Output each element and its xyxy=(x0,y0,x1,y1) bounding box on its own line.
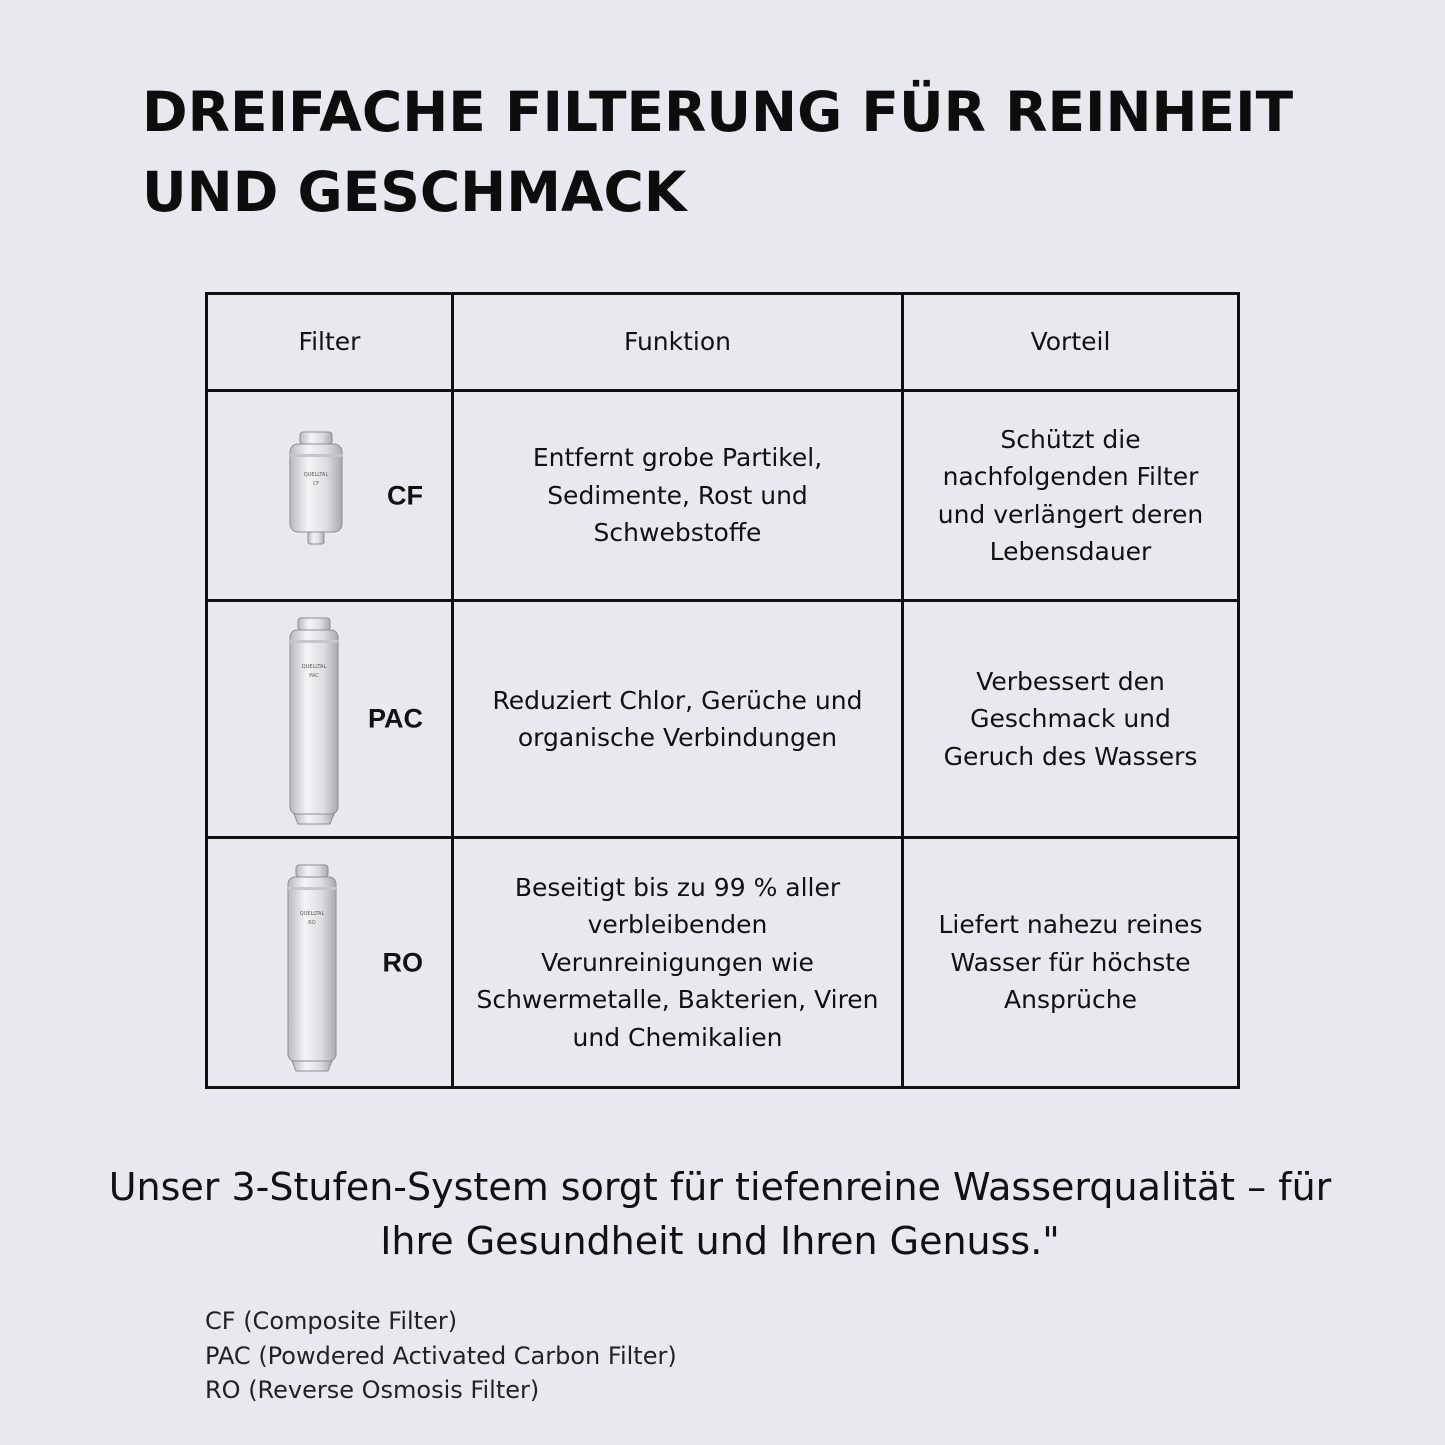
cartridge-brand-label: QUELLTAL xyxy=(303,472,329,478)
table-row xyxy=(207,391,1239,601)
vorteil-cell: Liefert nahezu reines Wasser für höchste Ansprüche xyxy=(903,838,1239,1088)
table-row xyxy=(207,601,1239,838)
filter-cell-ro xyxy=(207,838,453,1088)
funktion-cell: Beseitigt bis zu 99 % aller verbleibenden Verunreinigungen wie Schwermetalle, Bakterien, Viren und Chemikalien xyxy=(453,838,903,1088)
cartridge-code-label: RO xyxy=(308,920,316,926)
summary-text: Unser 3-Stufen-System sorgt für tiefenreine Wasserqualität – für Ihre Gesundheit und Ihren Genuss." xyxy=(108,1165,1332,1263)
table-header-row xyxy=(207,294,1239,391)
filter-cell-pac xyxy=(207,601,453,838)
filter-cell-cf xyxy=(207,391,453,601)
ro-filter-cartridge-icon xyxy=(284,863,340,1075)
filter-table xyxy=(205,292,1240,1089)
filter-code-pac: PAC xyxy=(367,703,423,734)
vorteil-cell: Schützt die nachfolgenden Filter und verlängert deren Lebensdauer xyxy=(903,391,1239,601)
abbreviation-legend xyxy=(205,1304,677,1408)
cf-filter-cartridge-icon xyxy=(286,430,346,550)
header-filter: Filter xyxy=(207,294,453,391)
cartridge-brand-label: QUELLTAL xyxy=(299,911,325,917)
legend-item-cf: CF (Composite Filter) xyxy=(205,1307,458,1335)
legend-item-ro: RO (Reverse Osmosis Filter) xyxy=(205,1376,540,1404)
cartridge-code-label: PAC xyxy=(309,673,319,679)
cartridge-brand-label: QUELLTAL xyxy=(301,664,327,670)
page-title: DREIFACHE FILTERUNG FÜR REINHEIT UND GESCHMACK xyxy=(142,80,1294,224)
header-vorteil: Vorteil xyxy=(903,294,1239,391)
cartridge-code-label: CF xyxy=(312,481,320,487)
pac-filter-cartridge-icon xyxy=(286,616,342,828)
vorteil-cell: Verbessert den Geschmack und Geruch des Wassers xyxy=(903,601,1239,838)
funktion-cell: Entfernt grobe Partikel, Sedimente, Rost und Schwebstoffe xyxy=(453,391,903,601)
filter-code-cf: CF xyxy=(387,479,423,510)
header-funktion: Funktion xyxy=(453,294,903,391)
table-row xyxy=(207,838,1239,1088)
legend-item-pac: PAC (Powdered Activated Carbon Filter) xyxy=(205,1341,677,1370)
funktion-cell: Reduziert Chlor, Gerüche und organische Verbindungen xyxy=(453,601,903,838)
filter-code-ro: RO xyxy=(382,946,423,977)
